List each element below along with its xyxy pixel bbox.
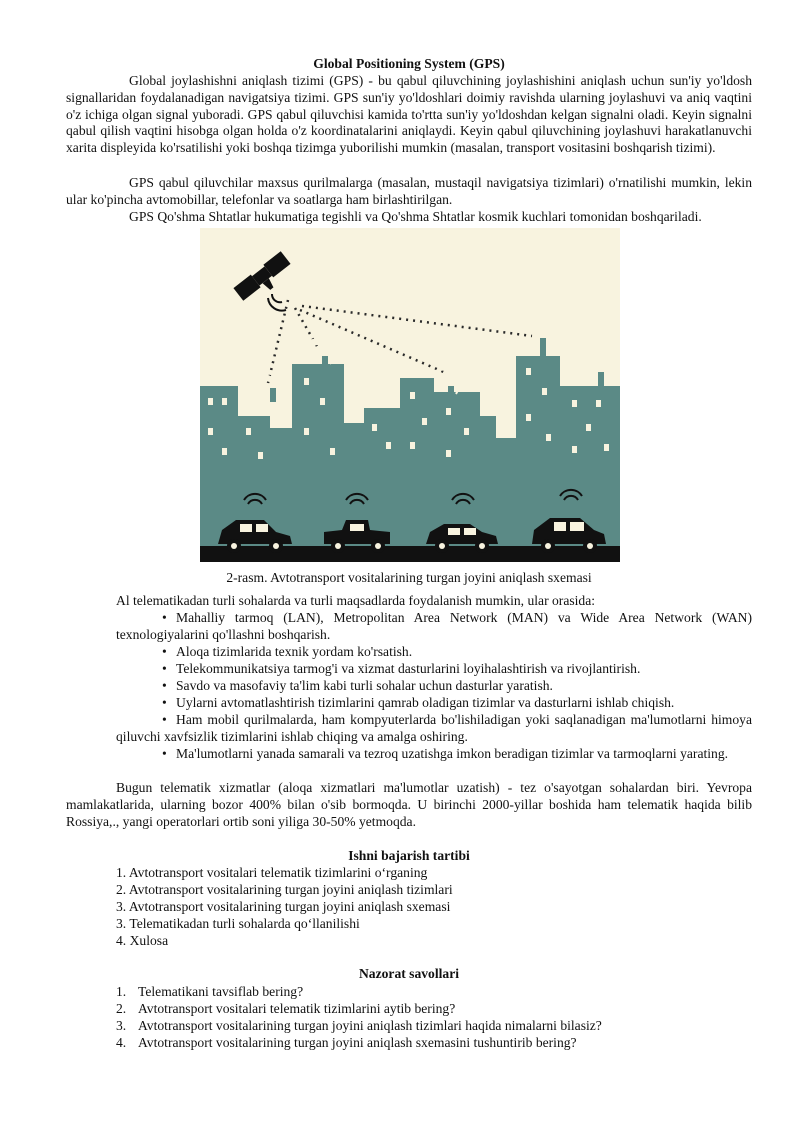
closing-paragraph: Bugun telematik xizmatlar (aloqa xizmatlari ma'lumotlar uzatish) - tez o'sayotgan sohalardan biri. Yevropa mamlakatlarida, ularning bozor 400% bilan o'sib bormoqda. U birinchi 2000-yillar boshida ham telematik haqida bilib Rossiya,., yangi operatorlari ortib soni yiliga 30-50% yetmoqda. [66, 780, 752, 829]
bullet-item [116, 610, 752, 644]
bullet-item [116, 712, 752, 746]
bullet-item [116, 678, 752, 695]
question-item [116, 1035, 577, 1052]
question-item [116, 1018, 602, 1035]
bullet-marker: • [162, 712, 167, 727]
question-number: 1. [116, 984, 127, 999]
telematics-intro: Al telematikadan turli sohalarda va turli maqsadlarda foydalanish mumkin, ular orasida: [116, 593, 596, 608]
procedure-item: 1. Avtotransport vositalari telematik tizimlarini o‘rganing [116, 865, 428, 880]
question-text: Telematikani tavsiflab bering? [138, 984, 304, 999]
bullet-marker: • [162, 610, 167, 625]
procedure-item: 2. Avtotransport vositalarining turgan joyini aniqlash tizimlari [116, 882, 453, 897]
bullet-text: Ma'lumotlarni yanada samarali va tezroq uzatishga imkon beradigan tizimlar va tarmoqlarni yarating. [176, 746, 729, 761]
question-number: 2. [116, 1001, 127, 1016]
question-text: Avtotransport vositalarining turgan joyini aniqlash sxemasini tushuntirib bering? [138, 1035, 577, 1050]
bullet-marker: • [162, 644, 167, 659]
figure-caption: 2-rasm. Avtotransport vositalarining turgan joyini aniqlash sxemasi [226, 570, 592, 585]
bullet-text: Uylarni avtomatlashtirish tizimlarini qamrab oladigan tizimlar va dasturlarni ishlab chiqish. [176, 695, 675, 710]
question-number: 3. [116, 1018, 127, 1033]
bullet-item [116, 644, 752, 661]
question-text: Avtotransport vositalarining turgan joyini aniqlash tizimlari haqida nimalarni bilasiz? [138, 1018, 602, 1033]
intro-paragraph-1: Global joylashishni aniqlash tizimi (GPS) - bu qabul qiluvchining joylashishini aniqlash uchun sun'iy yo'ldosh signallaridan foydalanadigan navigatsiya tizimi. GPS sun'iy yo'ldoshlari doimiy ravishda ularning joylashuvi va aniq vaqtini o'z ichiga olgan signal yuboradi. GPS qabul qiluvchisi kamida to'rtta sun'iy yo'ldoshdan kelgan signalni oladi. Keyin signalni qabul qilish vaqtini hisobga olgan holda o'z koordinatalarini aniqlaydi. Keyin qabul qiluvchining joylashuvi harakatlanuvchi xarita displeyida ko'rsatilishi yoki boshqa tizimga yuborilishi mumkin (masalan, transport vositasini boshqarish tizimi). [66, 73, 752, 156]
procedure-item: 3. Telematikadan turli sohalarda qo‘llanilishi [116, 916, 360, 931]
bullet-text: Aloqa tizimlarida texnik yordam ko'rsatish. [176, 644, 413, 659]
bullet-marker: • [162, 746, 167, 761]
road [200, 546, 620, 562]
question-text: Avtotransport vositalari telematik tizimlarini aytib bering? [138, 1001, 456, 1016]
procedure-heading: Ishni bajarish tartibi [348, 848, 470, 863]
bullet-text: Telekommunikatsiya tarmog'i va xizmat dasturlarini loyihalashtirish va rivojlantirish. [176, 661, 641, 676]
questions-heading: Nazorat savollari [358, 966, 460, 981]
question-number: 4. [116, 1035, 127, 1050]
bullet-item [116, 661, 752, 678]
bullet-text: Mahalliy tarmoq (LAN), Metropolitan Area Network (MAN) va Wide Area Network (WAN) texnologiyalarini qo'llashni boshqarish. [116, 610, 752, 642]
bullet-marker: • [162, 695, 167, 710]
gps-city-illustration [200, 228, 620, 562]
document-title: Global Positioning System (GPS) [313, 56, 505, 71]
intro-paragraph-2: GPS qabul qiluvchilar maxsus qurilmalarga (masalan, mustaqil navigatsiya tizimlari) o'rnatilishi mumkin, lekin ular ko'pincha avtomobillar, telefonlar va soatlarga ham birlashtirilgan. [66, 175, 752, 207]
procedure-item: 3. Avtotransport vositalarining turgan joyini aniqlash sxemasi [116, 899, 451, 914]
intro-paragraph-3: GPS Qo'shma Shtatlar hukumatiga tegishli va Qo'shma Shtatlar kosmik kuchlari tomonidan boshqariladi. [129, 209, 702, 224]
bullet-marker: • [162, 661, 167, 676]
question-item [116, 1001, 455, 1018]
question-item [116, 984, 303, 1001]
bullet-text: Ham mobil qurilmalarda, ham kompyuterlarda bo'lishiladigan yoki saqlanadigan ma'lumotlarni himoya qiluvchi xavfsizlik tizimlarini ishlab chiqing va amalga oshiring. [116, 712, 752, 744]
bullet-marker: • [162, 678, 167, 693]
bullet-item [116, 695, 752, 712]
bullet-text: Savdo va masofaviy ta'lim kabi turli sohalar uchun dasturlar yaratish. [176, 678, 553, 693]
bullet-item [116, 746, 752, 763]
procedure-item: 4. Xulosa [116, 933, 169, 948]
